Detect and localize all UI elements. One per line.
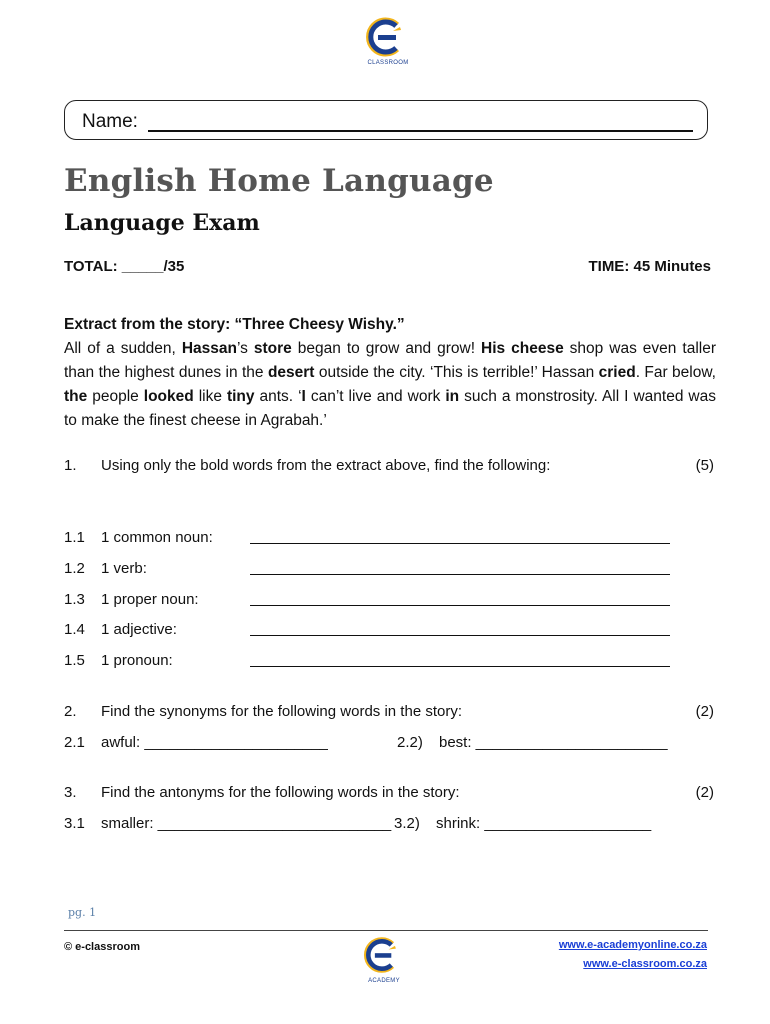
q2-2-number: 2.2) <box>397 734 423 751</box>
copyright: © e-classroom <box>64 941 140 953</box>
e-classroom-link[interactable]: www.e-classroom.co.za <box>583 958 707 970</box>
page-title: English Home Language <box>64 163 494 199</box>
e-academy-link[interactable]: www.e-academyonline.co.za <box>558 939 707 951</box>
q1-item-label: 1 verb: <box>101 560 147 577</box>
q2-text: Find the synonyms for the following words in the story: <box>101 703 462 720</box>
extract-text: can’t live and work <box>305 388 446 405</box>
extract-bold-word: looked <box>143 388 194 405</box>
logo-e-icon <box>360 14 416 60</box>
extract-text: like <box>193 388 227 405</box>
extract-bold-word: in <box>445 388 460 405</box>
extract-bold-word: cried <box>598 364 636 381</box>
page-subtitle: Language Exam <box>64 210 260 236</box>
q1-item-number: 1.2 <box>64 560 85 577</box>
q1-answer-line[interactable] <box>250 666 670 667</box>
q1-item-label: 1 common noun: <box>101 529 213 546</box>
extract-text: outside the city. ‘This is terrible!’ Hassan <box>314 364 599 381</box>
q1-item-number: 1.4 <box>64 621 85 638</box>
extract-bold-word: His cheese <box>481 340 564 357</box>
extract-text: began to grow and grow! <box>291 340 482 357</box>
extract-body <box>64 337 716 433</box>
extract-text: shop was even taller than the highest dunes in the <box>64 340 716 381</box>
q3-number: 3. <box>64 784 77 801</box>
extract-bold-word: tiny <box>226 388 255 405</box>
q3-1-number: 3.1 <box>64 815 85 832</box>
story-extract <box>64 313 716 433</box>
q1-item-label: 1 proper noun: <box>101 591 199 608</box>
extract-bold-word: desert <box>267 364 315 381</box>
q1-item-number: 1.3 <box>64 591 85 608</box>
q1-text: Using only the bold words from the extract above, find the following: <box>101 457 551 474</box>
exam-time: TIME: 45 Minutes <box>588 258 711 275</box>
logo-caption: ACADEMY <box>368 978 400 984</box>
q3-2-answer[interactable]: shrink: ____________________ <box>436 815 652 832</box>
total-marks: TOTAL: _____/35 <box>64 258 185 275</box>
extract-text: All of a sudden, <box>64 340 182 357</box>
e-academy-logo <box>358 934 410 986</box>
footer-divider <box>64 930 708 931</box>
page-number: pg. 1 <box>68 906 97 919</box>
e-classroom-logo <box>360 14 416 70</box>
q3-text: Find the antonyms for the following words in the story: <box>101 784 460 801</box>
extract-text: people <box>87 388 144 405</box>
logo-e-icon <box>358 934 410 976</box>
q1-answer-line[interactable] <box>250 543 670 544</box>
q1-item-number: 1.5 <box>64 652 85 669</box>
q2-marks: (2) <box>695 703 714 720</box>
name-box <box>64 100 708 140</box>
extract-text: such a monstrosity. All I wanted was to make the finest cheese in Agrabah.’ <box>64 388 716 429</box>
extract-bold-word: the <box>64 388 88 405</box>
extract-text: ants. ‘ <box>254 388 302 405</box>
q1-answer-line[interactable] <box>250 605 670 606</box>
q2-2-answer[interactable]: best: _______________________ <box>439 734 668 751</box>
extract-heading: Extract from the story: “Three Cheesy Wishy.” <box>64 316 405 333</box>
name-label: Name: <box>82 111 138 132</box>
q3-2-number: 3.2) <box>394 815 420 832</box>
name-input-line[interactable] <box>148 130 693 132</box>
q2-number: 2. <box>64 703 77 720</box>
extract-text: . Far below, <box>635 364 716 381</box>
extract-text: ’s <box>237 340 254 357</box>
q1-item-number: 1.1 <box>64 529 85 546</box>
q1-item-label: 1 pronoun: <box>101 652 173 669</box>
extract-bold-word: Hassan <box>181 340 237 357</box>
logo-caption: CLASSROOM <box>367 60 409 66</box>
q3-1-answer[interactable]: smaller: ____________________________ <box>101 815 392 832</box>
q3-marks: (2) <box>695 784 714 801</box>
q1-marks: (5) <box>695 457 714 474</box>
extract-bold-word: store <box>253 340 292 357</box>
q1-item-label: 1 adjective: <box>101 621 177 638</box>
q2-1-number: 2.1 <box>64 734 85 751</box>
q1-number: 1. <box>64 457 77 474</box>
extract-bold-word: I <box>301 388 306 405</box>
q2-1-answer[interactable]: awful: ______________________ <box>101 734 328 751</box>
q1-answer-line[interactable] <box>250 635 670 636</box>
q1-answer-line[interactable] <box>250 574 670 575</box>
